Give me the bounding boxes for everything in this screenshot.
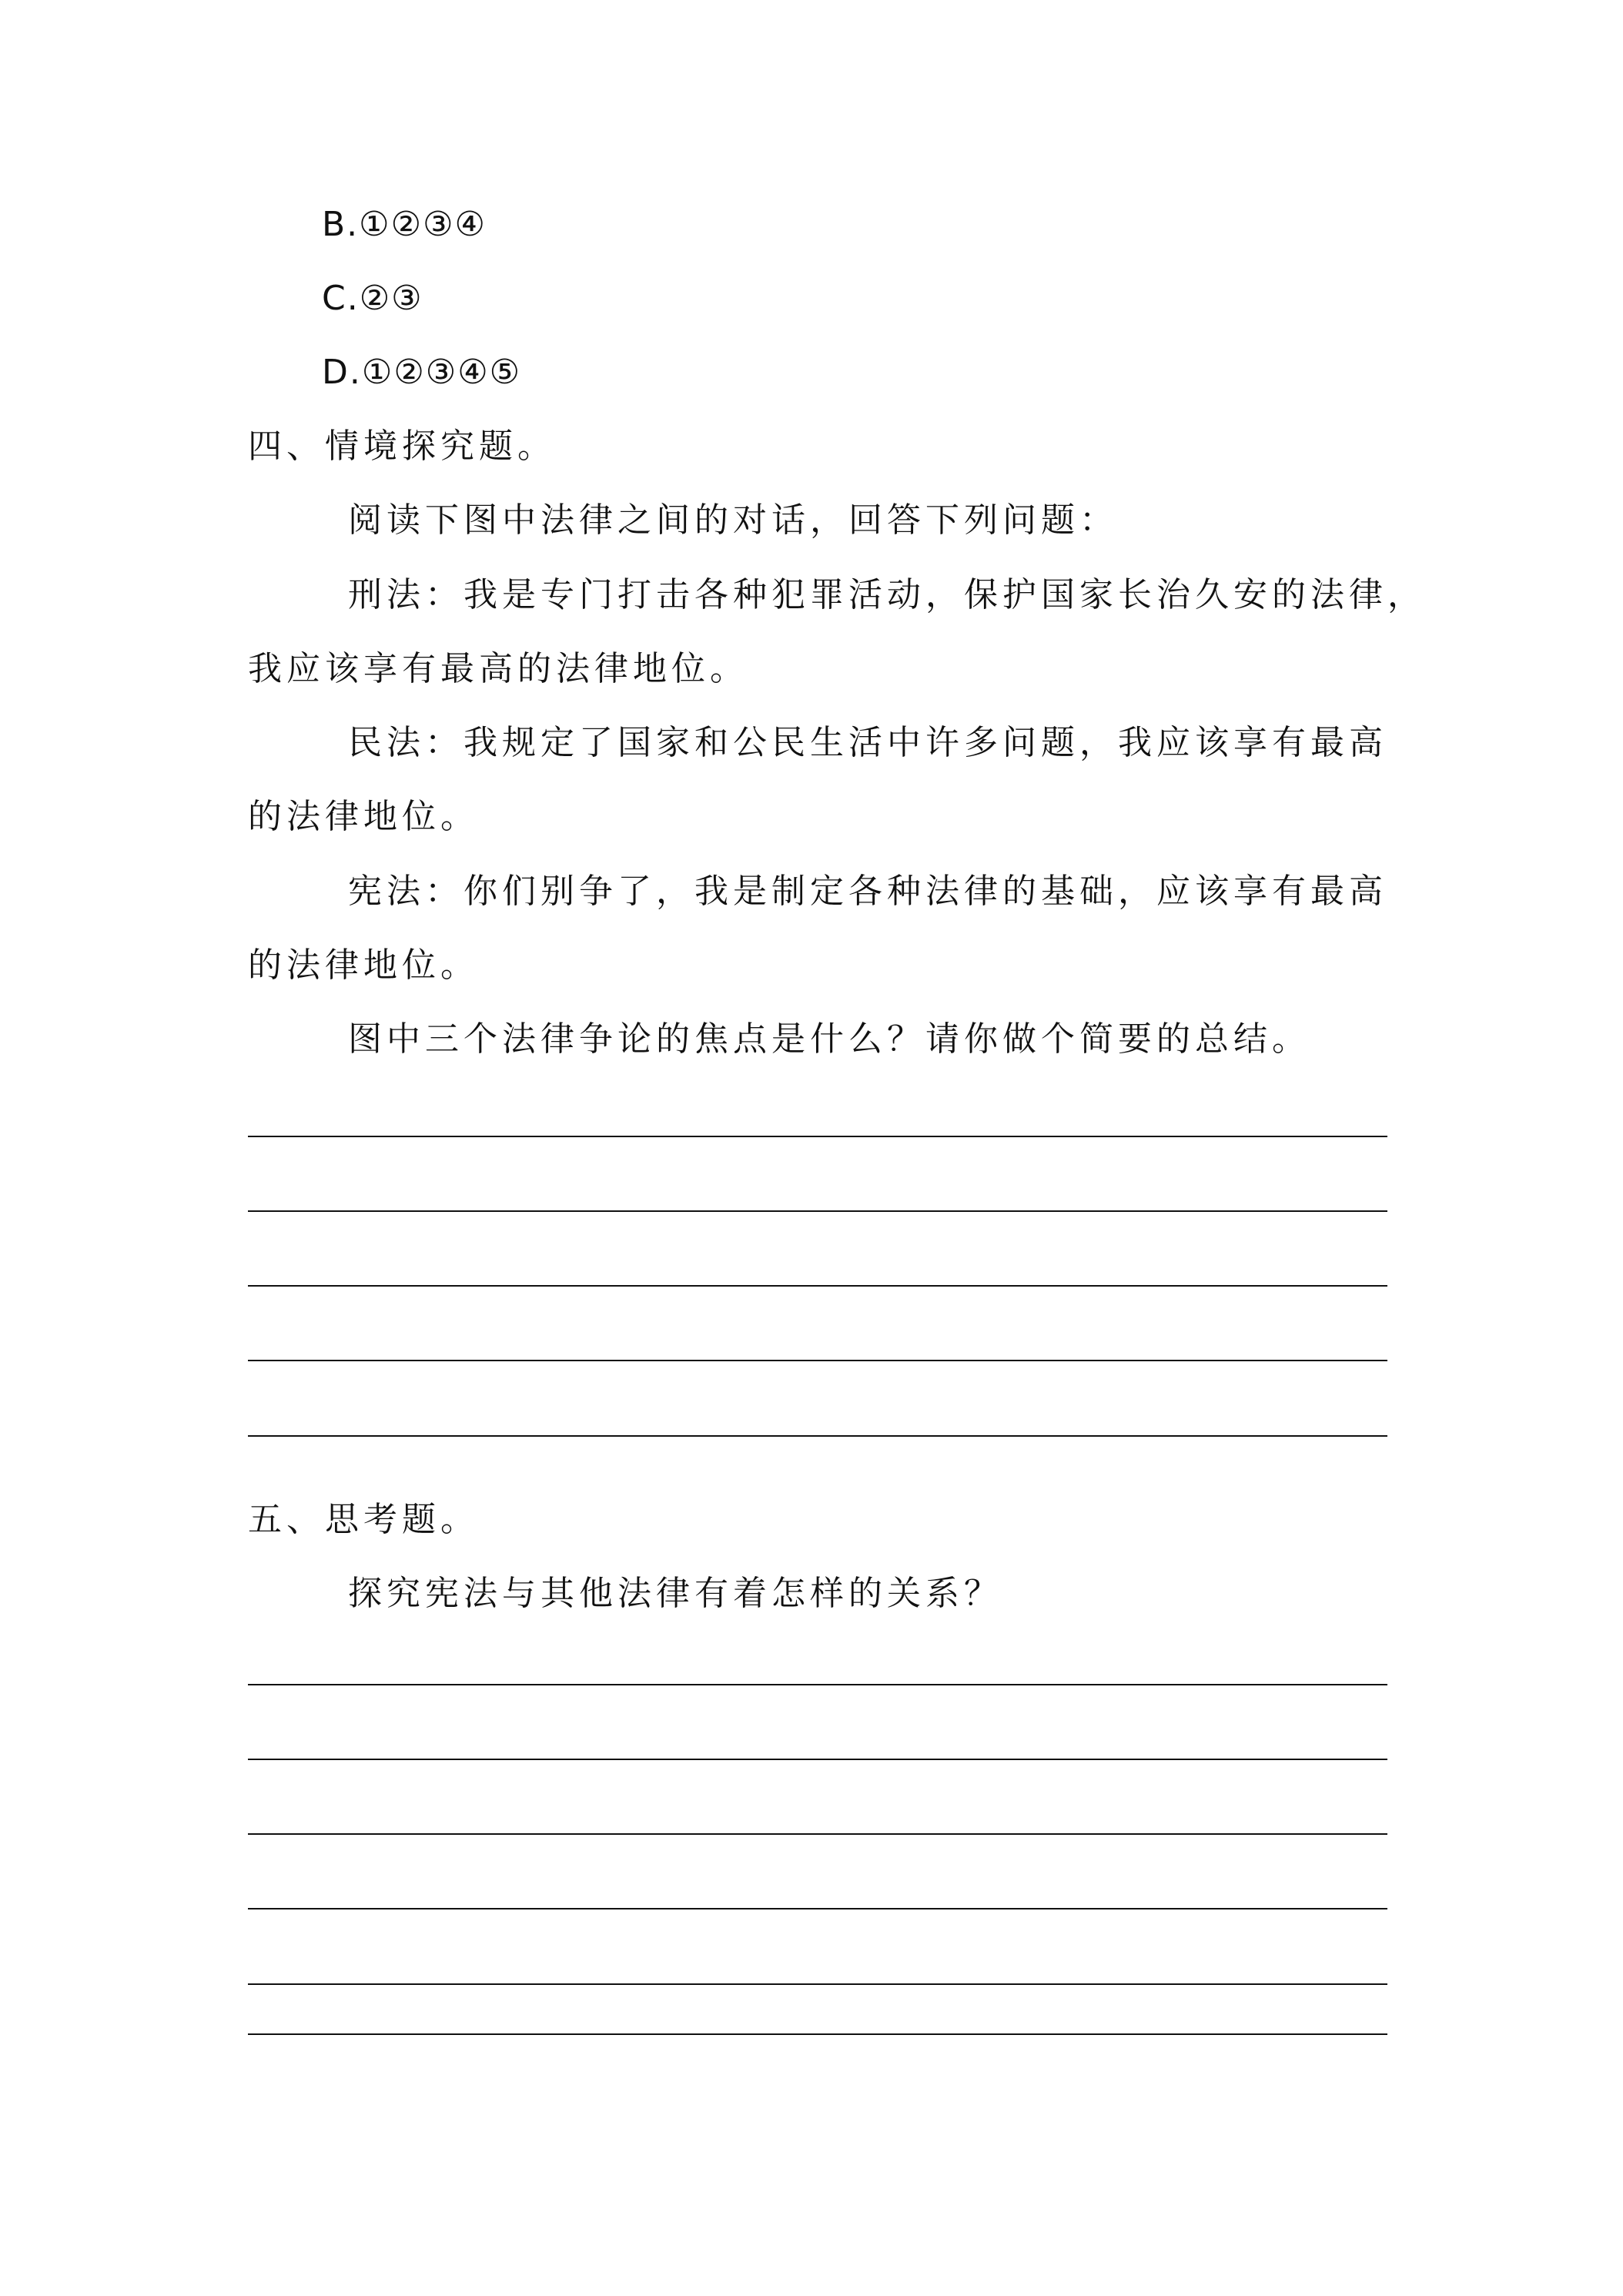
answer-line[interactable] [248,1759,1387,1760]
answer-line[interactable] [248,1360,1387,1361]
section-5-heading: 五、思考题。 [248,1500,479,1539]
answer-line[interactable] [248,1285,1387,1287]
xingfa-statement-line-1: 刑法：我是专门打击各种犯罪活动，保护国家长治久安的法律， [348,575,1426,614]
answer-line[interactable] [248,1684,1387,1685]
xingfa-statement-line-2: 我应该享有最高的法律地位。 [248,649,748,688]
option-d: D.①②③④⑤ [322,353,522,392]
minfa-statement-line-2: 的法律地位。 [248,797,479,836]
xianfa-statement-line-1: 宪法：你们别争了，我是制定各种法律的基础，应该享有最高 [348,872,1387,911]
answer-line[interactable] [248,1136,1387,1137]
section-4-question: 图中三个法律争论的焦点是什么？请你做个简要的总结。 [348,1019,1310,1059]
section-5-question: 探究宪法与其他法律有着怎样的关系？ [348,1574,1002,1613]
section-4-intro: 阅读下图中法律之间的对话，回答下列问题： [348,500,1118,540]
section-4-heading: 四、情境探究题。 [248,427,556,466]
answer-line[interactable] [248,1908,1387,1909]
answer-line[interactable] [248,1833,1387,1835]
answer-line[interactable] [248,1435,1387,1437]
xianfa-statement-line-2: 的法律地位。 [248,946,479,985]
minfa-statement-line-1: 民法：我规定了国家和公民生活中许多问题，我应该享有最高 [348,723,1387,762]
option-c: C.②③ [322,279,423,318]
answer-line[interactable] [248,2033,1387,2035]
option-b: B.①②③④ [322,205,487,244]
answer-line[interactable] [248,1210,1387,1212]
answer-line[interactable] [248,1983,1387,1985]
